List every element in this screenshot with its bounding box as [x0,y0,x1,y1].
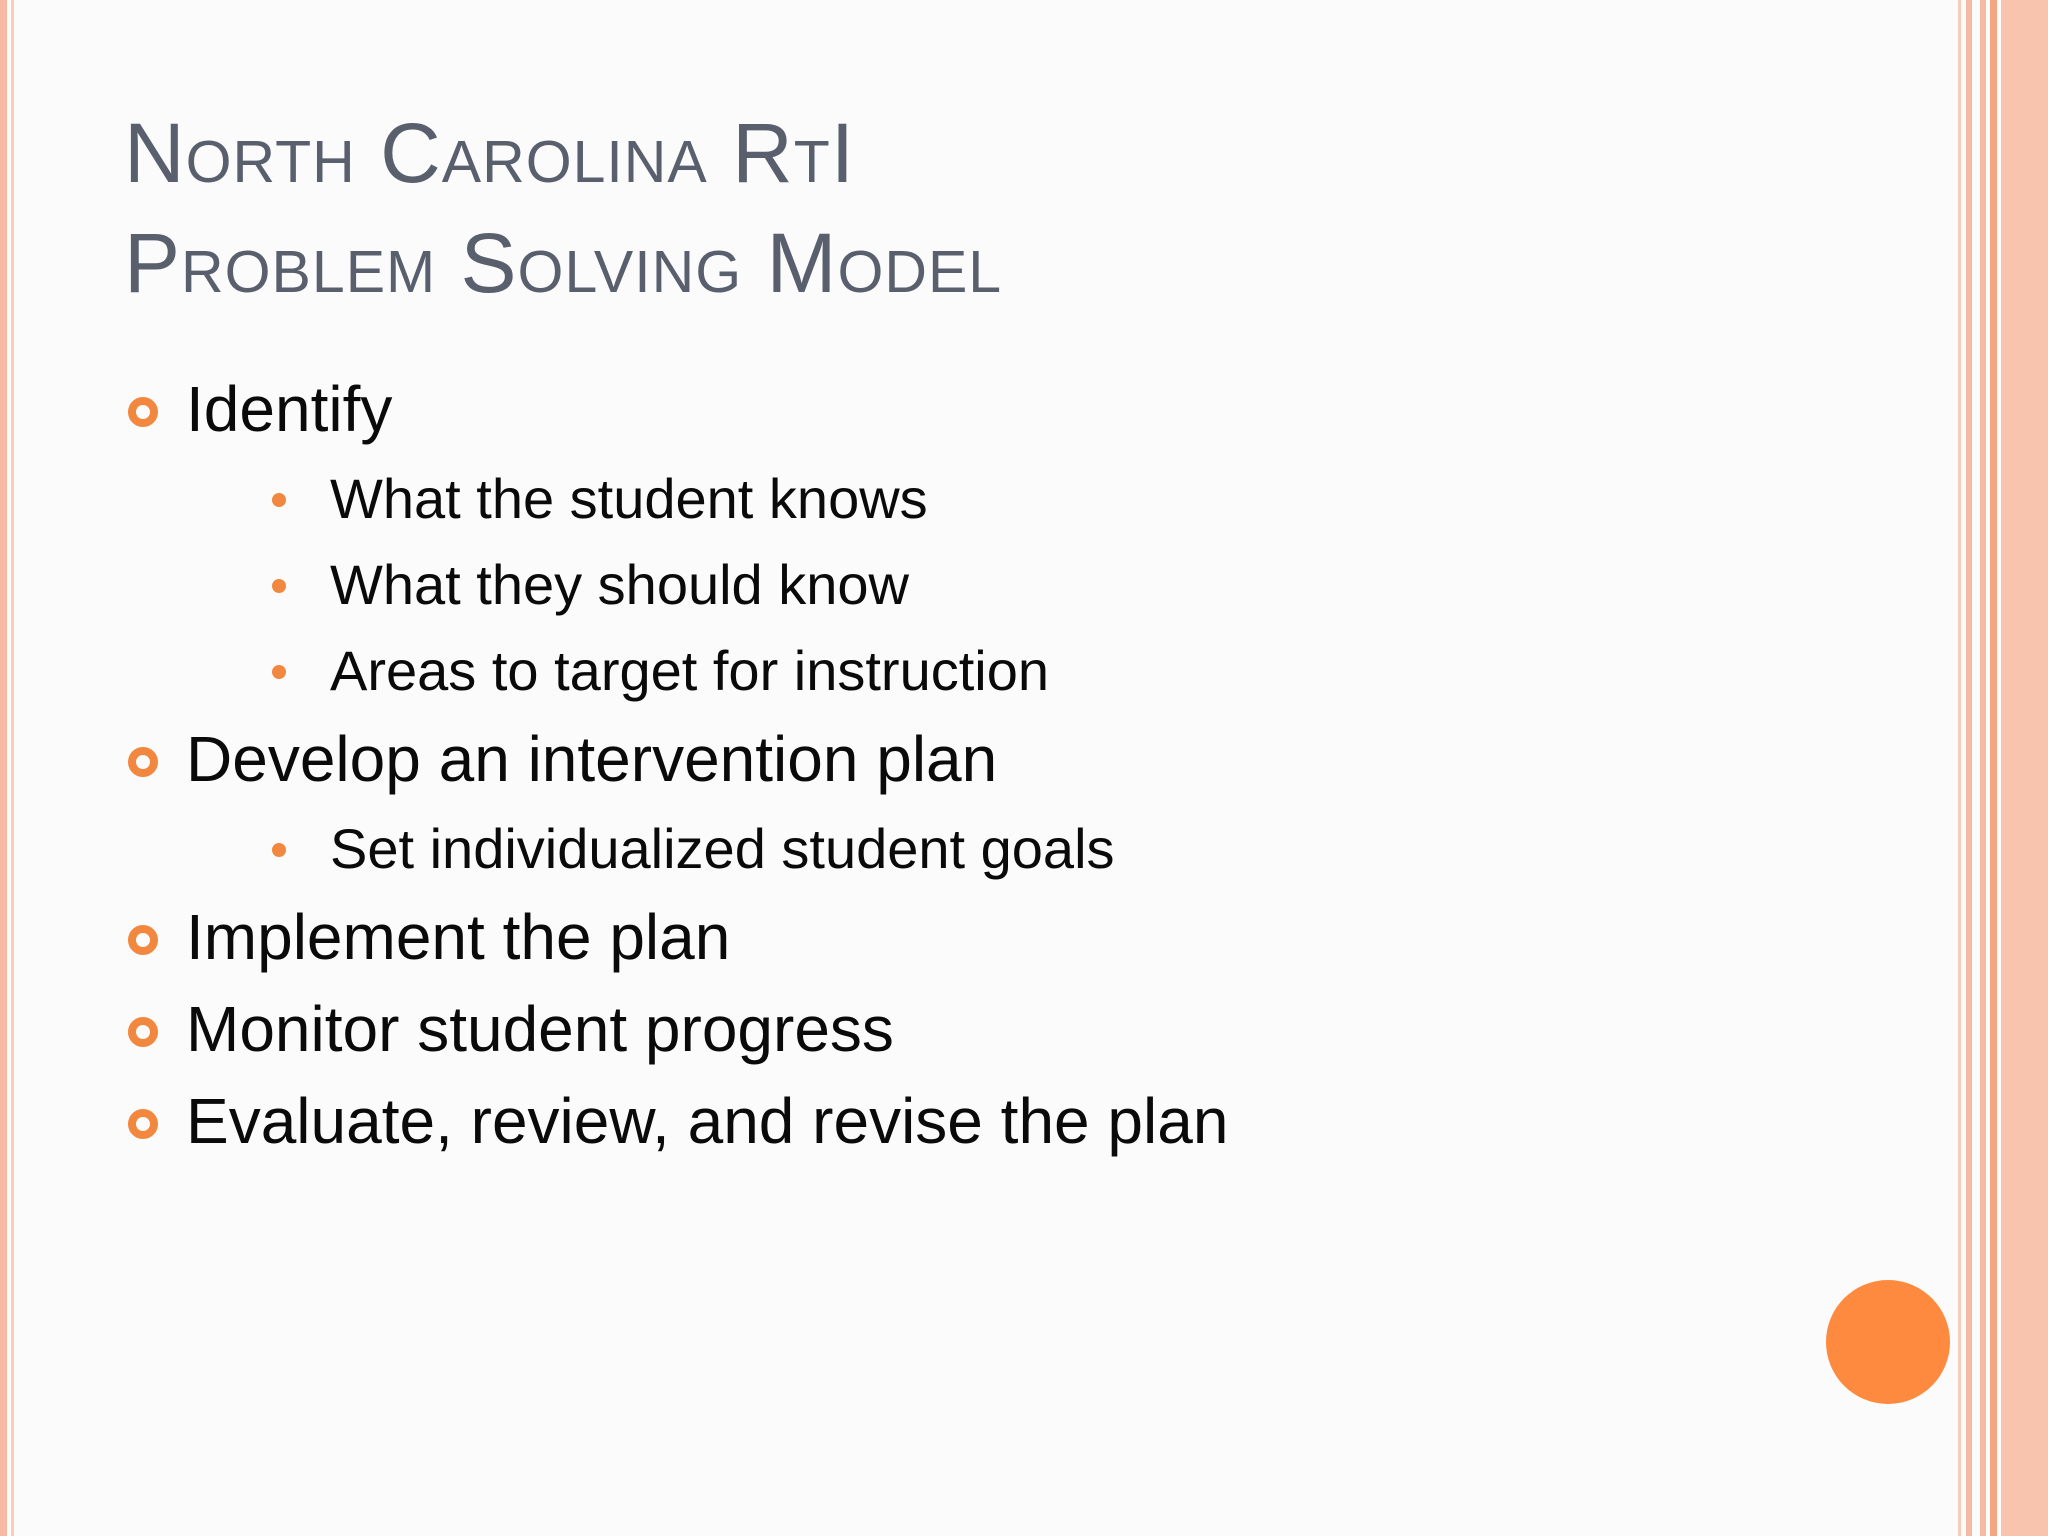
orange-circle-decoration [1826,1280,1950,1404]
title-line-2: Problem Solving Model [124,216,1003,310]
slide-title [124,98,1624,318]
bullet-item-evaluate [124,1082,1824,1160]
sub-bullet-list [186,456,1824,714]
ring-bullet-icon [128,747,158,777]
bullet-item-monitor [124,990,1824,1068]
sub-bullet-item [186,542,1824,628]
right-border-stripe-1 [1958,0,1961,1536]
bullet-item-develop [124,720,1824,892]
sub-bullet-text: What they should know [330,553,909,616]
right-border-stripe-3 [1980,0,1986,1536]
bullet-text: Identify [186,373,393,445]
ring-bullet-icon [128,1109,158,1139]
sub-bullet-item [186,456,1824,542]
sub-bullet-text: What the student knows [330,467,928,530]
right-border-stripe-4 [1990,0,1997,1536]
left-border-stripe [0,0,7,1536]
right-border-band [2001,0,2048,1536]
bullet-text: Evaluate, review, and revise the plan [186,1085,1229,1157]
dot-bullet-icon [272,665,286,679]
dot-bullet-icon [272,579,286,593]
left-border-stripe-thin [11,0,14,1536]
sub-bullet-text: Areas to target for instruction [330,639,1050,702]
dot-bullet-icon [272,843,286,857]
right-border-stripe-2 [1966,0,1972,1536]
ring-bullet-icon [128,397,158,427]
bullet-item-identify [124,370,1824,714]
bullet-text: Monitor student progress [186,993,894,1065]
title-line-1: North Carolina RtI [124,106,856,200]
sub-bullet-text: Set individualized student goals [330,817,1115,880]
ring-bullet-icon [128,1017,158,1047]
bullet-list [124,370,1824,1160]
sub-bullet-list [186,806,1824,892]
dot-bullet-icon [272,493,286,507]
ring-bullet-icon [128,925,158,955]
bullet-text: Develop an intervention plan [186,723,998,795]
bullet-text: Implement the plan [186,901,731,973]
bullet-item-implement [124,898,1824,976]
sub-bullet-item [186,806,1824,892]
sub-bullet-item [186,628,1824,714]
